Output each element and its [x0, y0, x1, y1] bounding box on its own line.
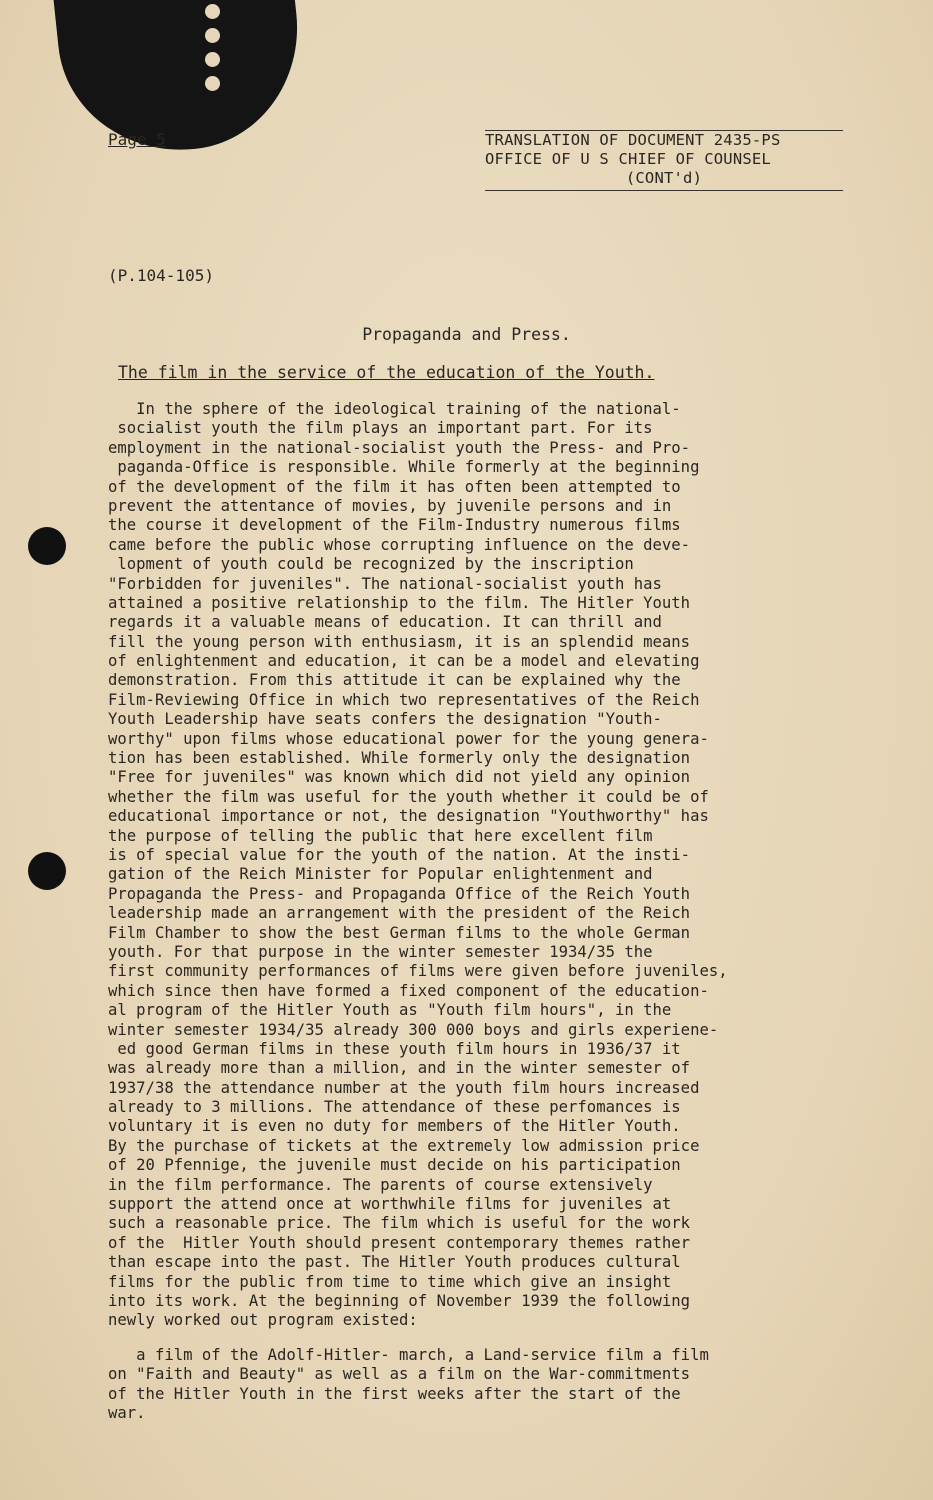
- text-line: was already more than a million, and in the winter semester of: [108, 1059, 691, 1078]
- text-line: In the sphere of the ideological training of the national-: [108, 400, 681, 418]
- text-line: winter semester 1934/35 already 300 000 boys and girls experiene-: [108, 1020, 719, 1039]
- text-line: the purpose of telling the public that here excellent film: [108, 826, 653, 845]
- binder-hole: [28, 852, 66, 890]
- text-line: war.: [108, 1404, 146, 1423]
- text-line: of the Hitler Youth in the first weeks after the start of the: [108, 1384, 681, 1403]
- text-line: of enlightenment and education, it can be a model and elevating: [108, 652, 700, 671]
- text-line: educational importance or not, the designation "Youthworthy" has: [108, 807, 709, 826]
- header-rule-bottom: [485, 190, 843, 191]
- text-line: fill the young person with enthusiasm, it is an splendid means: [108, 632, 691, 651]
- text-line: already to 3 millions. The attendance of these perfomances is: [108, 1098, 681, 1117]
- text-line: youth. For that purpose in the winter semester 1934/35 the: [108, 942, 653, 961]
- text-line: gation of the Reich Minister for Popular enlightenment and: [108, 865, 653, 884]
- paragraph-2: [108, 1346, 868, 1424]
- text-line: the course it development of the Film-Industry numerous films: [108, 516, 681, 535]
- text-line: socialist youth the film plays an important part. For its: [108, 419, 653, 438]
- text-line: Propaganda the Press- and Propaganda Office of the Reich Youth: [108, 884, 691, 903]
- text-line: Film Chamber to show the best German films to the whole German: [108, 923, 691, 942]
- text-line: of the Hitler Youth should present contemporary themes rather: [108, 1233, 691, 1252]
- document-header: [485, 130, 843, 191]
- text-line: whether the film was useful for the youth whether it could be of: [108, 787, 709, 806]
- binder-hole: [28, 527, 66, 565]
- text-line: prevent the attentance of movies, by juvenile persons and in: [108, 496, 672, 515]
- text-line: "Free for juveniles" was known which did not yield any opinion: [108, 768, 691, 787]
- text-line: tion has been established. While formerly only the designation: [108, 749, 691, 768]
- text-line: worthy" upon films whose educational power for the young genera-: [108, 729, 709, 748]
- text-line: first community performances of films were given before juveniles,: [108, 962, 728, 981]
- text-line: "Forbidden for juveniles". The national-socialist youth has: [108, 574, 662, 593]
- text-line: than escape into the past. The Hitler Youth produces cultural: [108, 1253, 681, 1272]
- page-number: Page 5: [108, 130, 166, 149]
- staple-hole: [205, 4, 220, 19]
- text-line: came before the public whose corrupting influence on the deve-: [108, 535, 691, 554]
- staple-hole: [205, 52, 220, 67]
- text-line: 1937/38 the attendance number at the youth film hours increased: [108, 1078, 700, 1097]
- text-line: into its work. At the beginning of November 1939 the following: [108, 1291, 691, 1310]
- text-line: regards it a valuable means of education. It can thrill and: [108, 613, 662, 632]
- text-line: support the attend once at worthwhile films for juveniles at: [108, 1195, 672, 1214]
- text-line: Youth Leadership have seats confers the designation "Youth-: [108, 710, 662, 729]
- text-line: a film of the Adolf-Hitler- march, a Land-service film a film: [108, 1346, 709, 1364]
- text-line: of 20 Pfennige, the juvenile must decide on his participation: [108, 1156, 681, 1175]
- header-line-2: OFFICE OF U S CHIEF OF COUNSEL: [485, 150, 771, 168]
- text-line: attained a positive relationship to the film. The Hitler Youth: [108, 593, 691, 612]
- text-line: in the film performance. The parents of course extensively: [108, 1175, 653, 1194]
- text-line: al program of the Hitler Youth as "Youth film hours", in the: [108, 1001, 672, 1020]
- staple-hole: [205, 76, 220, 91]
- staple-hole: [205, 28, 220, 43]
- header-line-3: (CONT'd): [625, 169, 703, 187]
- text-line: Film-Reviewing Office in which two representatives of the Reich: [108, 690, 700, 709]
- header-line-1: TRANSLATION OF DOCUMENT 2435-PS: [485, 131, 781, 149]
- text-line: voluntary it is even no duty for members of the Hitler Youth.: [108, 1117, 681, 1136]
- text-line: such a reasonable price. The film which is useful for the work: [108, 1214, 691, 1233]
- text-line: is of special value for the youth of the nation. At the insti-: [108, 845, 691, 864]
- paragraph-1: [108, 400, 868, 1331]
- text-line: By the purchase of tickets at the extremely low admission price: [108, 1136, 700, 1155]
- section-subtitle: The film in the service of the education of the Youth.: [118, 363, 655, 382]
- text-line: employment in the national-socialist youth the Press- and Pro-: [108, 438, 691, 457]
- text-line: newly worked out program existed:: [108, 1311, 418, 1330]
- text-line: paganda-Office is responsible. While formerly at the beginning: [108, 458, 700, 477]
- text-line: demonstration. From this attitude it can be explained why the: [108, 671, 681, 690]
- page-reference: (P.104-105): [108, 266, 214, 285]
- text-line: on "Faith and Beauty" as well as a film on the War-commitments: [108, 1365, 691, 1384]
- text-line: films for the public from time to time which give an insight: [108, 1272, 672, 1291]
- text-line: ed good German films in these youth film hours in 1936/37 it: [108, 1039, 681, 1058]
- text-line: of the development of the film it has often been attempted to: [108, 477, 681, 496]
- section-title: Propaganda and Press.: [362, 325, 571, 344]
- text-line: leadership made an arrangement with the president of the Reich: [108, 904, 691, 923]
- text-line: lopment of youth could be recognized by the inscription: [108, 555, 634, 574]
- text-line: which since then have formed a fixed component of the education-: [108, 981, 709, 1000]
- torn-corner-mark: [51, 0, 310, 162]
